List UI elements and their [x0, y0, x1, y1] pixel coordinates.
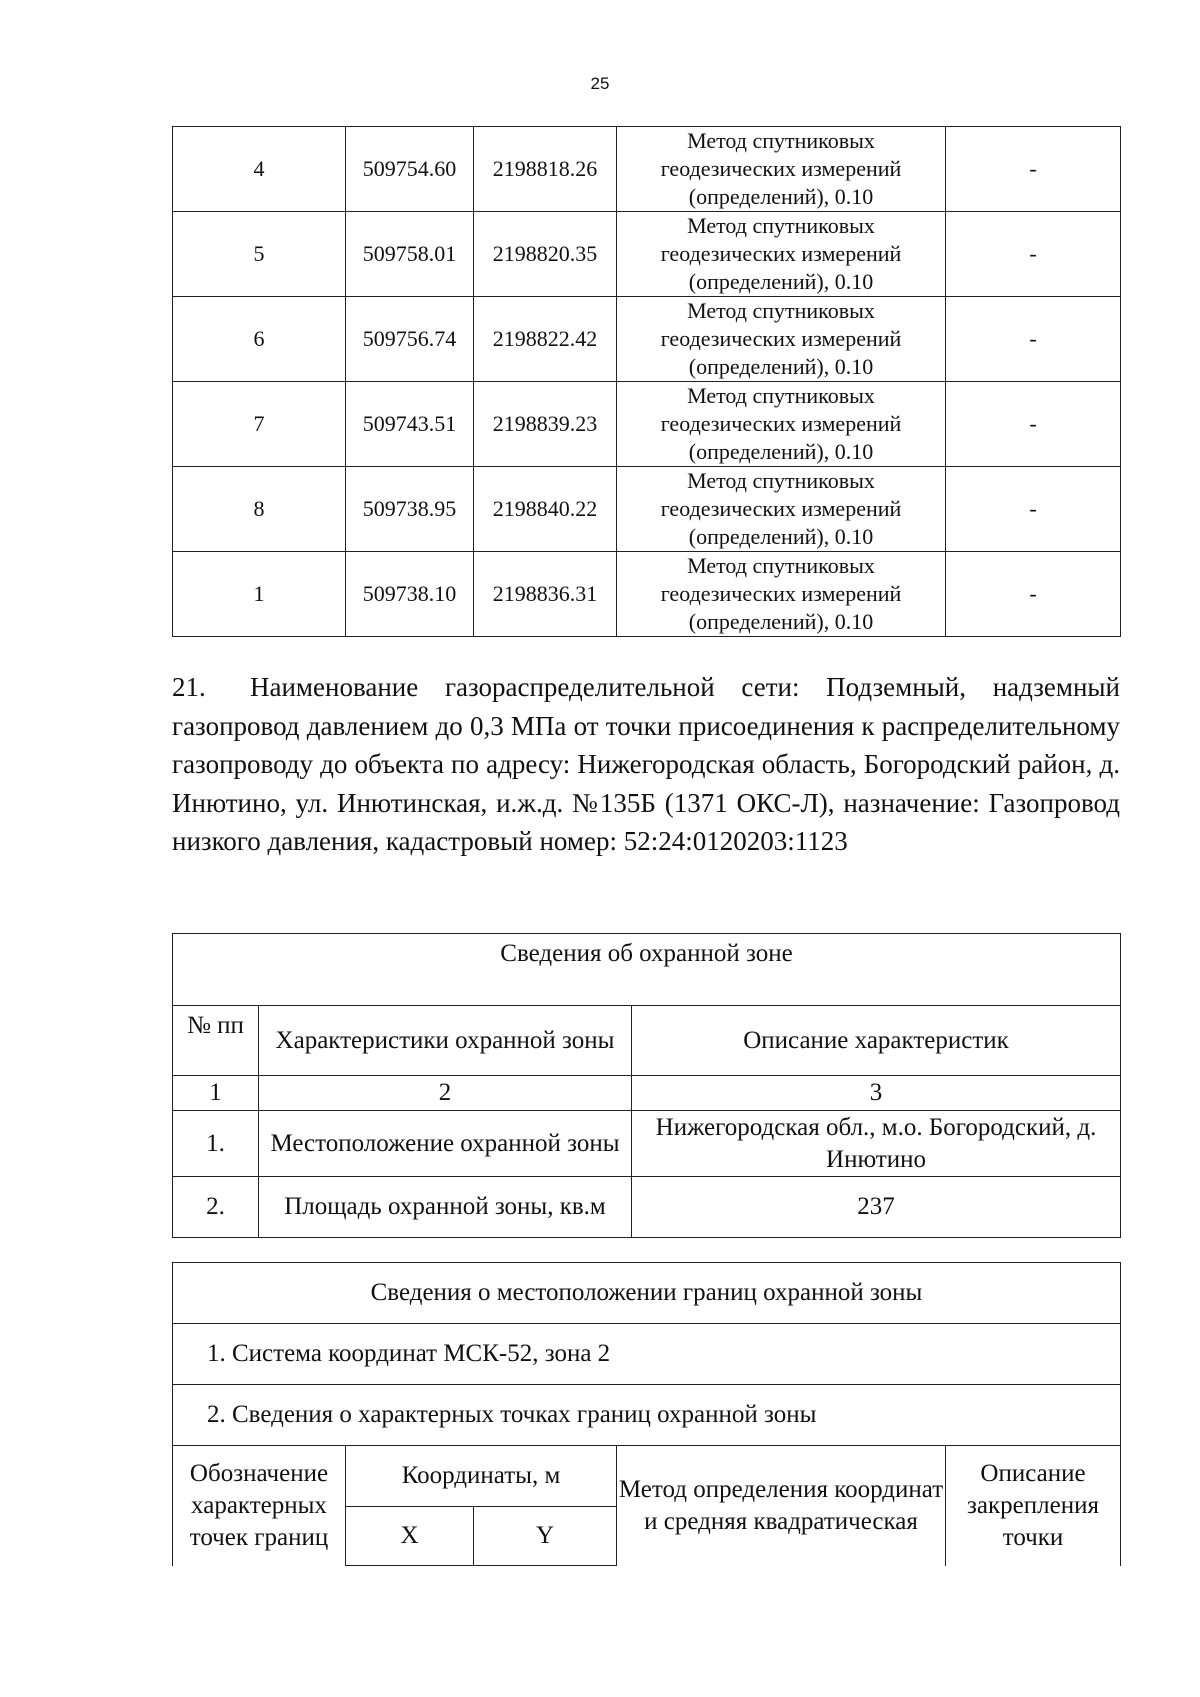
row-2-num: 2.	[173, 1177, 259, 1238]
header-y: Y	[474, 1507, 617, 1566]
x-coordinate-cell: 509756.74	[346, 297, 474, 382]
page-number: 25	[590, 74, 610, 93]
y-coordinate-cell: 2198818.26	[474, 127, 617, 212]
method-line: (определений), 0.10	[688, 439, 874, 464]
zone-info-table	[172, 933, 1121, 1238]
y-coordinate-cell: 2198822.42	[474, 297, 617, 382]
method-line: (определений), 0.10	[688, 609, 874, 634]
x-coordinate-cell: 509758.01	[346, 212, 474, 297]
y-coordinate-cell: 2198836.31	[474, 552, 617, 637]
method-line: геодезических измерений	[660, 326, 902, 351]
point-cell: 6	[173, 297, 346, 382]
method-line: Метод спутниковых	[687, 128, 875, 153]
method-line: геодезических измерений	[660, 156, 902, 181]
point-cell: 4	[173, 127, 346, 212]
method-line: Метод спутниковых	[687, 213, 875, 238]
method-line: Метод спутниковых	[687, 468, 875, 493]
method-line: (определений), 0.10	[688, 184, 874, 209]
method-cell	[617, 297, 946, 382]
method-line: геодезических измерений	[660, 581, 902, 606]
method-line: Метод спутниковых	[687, 298, 875, 323]
x-coordinate-cell: 509738.10	[346, 552, 474, 637]
table-row	[173, 382, 1121, 467]
header-coordinates: Координаты, м	[346, 1446, 617, 1507]
fixing-cell: -	[946, 127, 1121, 212]
method-cell	[617, 382, 946, 467]
header-point-label: Обозначение характерных точек границ	[173, 1446, 346, 1566]
section-text: Наименование газораспределительной сети: Подземный, надземный газопровод давлением до 0,3 МПа от точки присоединения к распределительному газопроводу до объекта по адресу: Нижегородская область, Богородский район, д. Инютино, ул. Инютинская, и.ж.д. №135Б (1371 ОКС-Л), назначение: Газопровод низкого давления, кадастровый номер: 52:24:0120203:1123	[172, 672, 1120, 856]
coordinate-system-item: 1. Система координат МСК-52, зона 2	[173, 1324, 1121, 1385]
row-1-characteristic: Местоположение охранной зоны	[259, 1111, 632, 1177]
method-line: (определений), 0.10	[688, 524, 874, 549]
point-cell: 5	[173, 212, 346, 297]
method-line: (определений), 0.10	[688, 354, 874, 379]
characteristic-points-item: 2. Сведения о характерных точках границ охранной зоны	[173, 1385, 1121, 1446]
x-coordinate-cell: 509738.95	[346, 467, 474, 552]
row-2-description: 237	[632, 1177, 1121, 1238]
index-cell-3: 3	[632, 1076, 1121, 1111]
y-coordinate-cell: 2198840.22	[474, 467, 617, 552]
point-cell: 1	[173, 552, 346, 637]
table-row	[173, 127, 1121, 212]
table-row	[173, 467, 1121, 552]
coordinates-table	[172, 126, 1121, 637]
zone-table-title: Сведения об охранной зоне	[173, 934, 1121, 1006]
header-fixing: Описание закрепления точки	[946, 1446, 1121, 1566]
header-description: Описание характеристик	[632, 1006, 1121, 1076]
boundaries-table	[172, 1262, 1121, 1566]
header-method: Метод определения координат и средняя квадратическая	[617, 1446, 946, 1566]
point-cell: 7	[173, 382, 346, 467]
method-line: геодезических измерений	[660, 411, 902, 436]
fixing-cell: -	[946, 297, 1121, 382]
fixing-cell: -	[946, 212, 1121, 297]
row-1-description: Нижегородская обл., м.о. Богородский, д. Инютино	[632, 1111, 1121, 1177]
bounds-table-title: Сведения о местоположении границ охранной зоны	[173, 1263, 1121, 1324]
method-cell	[617, 552, 946, 637]
index-cell-2: 2	[259, 1076, 632, 1111]
x-coordinate-cell: 509754.60	[346, 127, 474, 212]
method-cell	[617, 127, 946, 212]
fixing-cell: -	[946, 552, 1121, 637]
section-paragraph	[172, 668, 1120, 861]
x-coordinate-cell: 509743.51	[346, 382, 474, 467]
fixing-cell: -	[946, 382, 1121, 467]
table-row	[173, 297, 1121, 382]
method-line: Метод спутниковых	[687, 383, 875, 408]
fixing-cell: -	[946, 467, 1121, 552]
row-1-num: 1.	[173, 1111, 259, 1177]
method-line: геодезических измерений	[660, 241, 902, 266]
section-number: 21.	[172, 672, 206, 702]
y-coordinate-cell: 2198820.35	[474, 212, 617, 297]
y-coordinate-cell: 2198839.23	[474, 382, 617, 467]
method-line: (определений), 0.10	[688, 269, 874, 294]
point-cell: 8	[173, 467, 346, 552]
index-cell-1: 1	[173, 1076, 259, 1111]
method-line: Метод спутниковых	[687, 553, 875, 578]
table-row	[173, 552, 1121, 637]
row-2-characteristic: Площадь охранной зоны, кв.м	[259, 1177, 632, 1238]
table-row	[173, 212, 1121, 297]
method-line: геодезических измерений	[660, 496, 902, 521]
header-characteristic: Характеристики охранной зоны	[259, 1006, 632, 1076]
header-x: X	[346, 1507, 474, 1566]
method-cell	[617, 212, 946, 297]
header-num: № пп	[173, 1006, 259, 1076]
method-cell	[617, 467, 946, 552]
